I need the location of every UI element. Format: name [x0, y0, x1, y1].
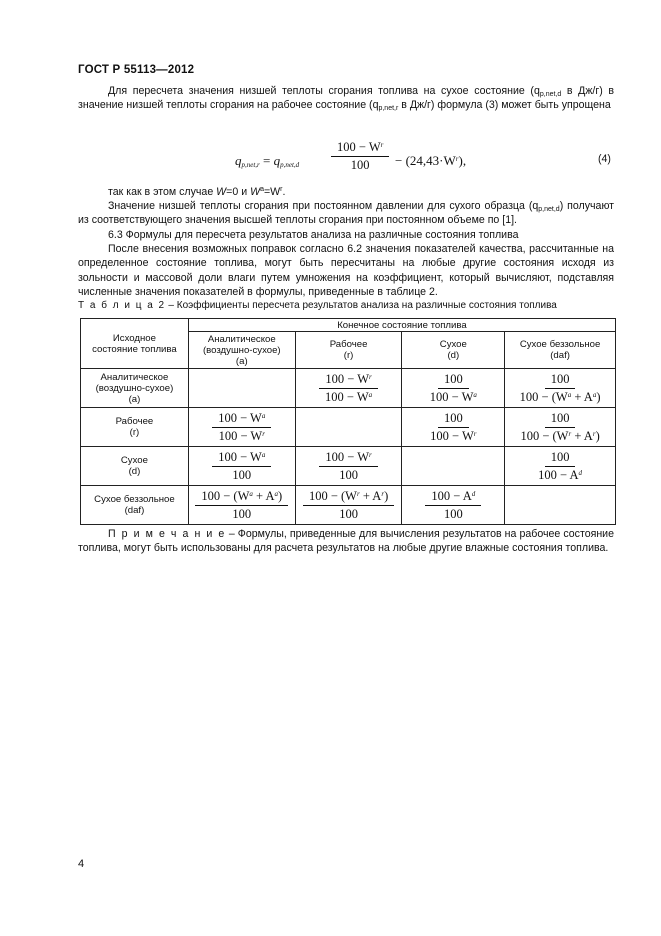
- table-cell-empty: [295, 408, 402, 447]
- table-cell: $\frac{100 - W^a}{100 - W^r}$: [188, 408, 295, 447]
- table-cell: $\frac{100 - A^d}{100}$: [402, 486, 505, 525]
- formula-4-fraction: $\frac{100 - W^r}{100}$: [331, 140, 389, 173]
- column-header-dry: Сухое (d): [402, 332, 505, 369]
- page-number: 4: [78, 858, 85, 870]
- table-row: [81, 369, 616, 408]
- table-cell: $\frac{100}{100 - W^a}$: [402, 369, 505, 408]
- table-cell-empty: [188, 369, 295, 408]
- table-cell: $\frac{100 - (W^a + A^a)}{100}$: [188, 486, 295, 525]
- table-note: П р и м е ч а н и е – Формулы, приведенные для вычисления результатов на рабочее состояние топлива, могут быть использованы для расчета результатов на любые другие влажные состояния топлива.: [78, 528, 614, 555]
- table-cell: $\frac{100 - W^a}{100}$: [188, 447, 295, 486]
- column-header-dry-ash-free: Сухое беззольное (daf): [505, 332, 616, 369]
- formula-4: $q_{p,net,r} = q_{p,net,d}$ $\frac{100 - W^r}{100}$ − $(24,43\cdot W^r)$,: [235, 140, 467, 172]
- table-cell-empty: [402, 447, 505, 486]
- table-cell: $\frac{100}{100 - (W^a + A^a)}$: [505, 369, 616, 408]
- table-cell: $\frac{100 - W^r}{100}$: [295, 447, 402, 486]
- row-label-working: Рабочее (r): [81, 408, 189, 447]
- table-corner-header: Исходное состояние топлива: [81, 319, 189, 369]
- table-group-header: Конечное состояние топлива: [188, 319, 615, 332]
- table-title: Т а б л и ц а 2 – Коэффициенты пересчета результатов анализа на различные состояния топлива: [78, 300, 557, 311]
- row-label-analytical: Аналитическое (воздушно-сухое) (a): [81, 369, 189, 408]
- section-heading-6-3: 6.3 Формулы для пересчета результатов анализа на различные состояния топлива: [108, 229, 519, 241]
- paragraph-dry-sample: Значение низшей теплоты сгорания при постоянном давлении для сухого образца $(q_{p,net,d})$ получают из соответствующего значения высшей теплоты сгорания при постоянном объеме по [1].: [78, 200, 615, 227]
- table-cell: $\frac{100}{100 - (W^r + A^r)}$: [505, 408, 616, 447]
- formula-number: (4): [598, 153, 611, 165]
- paragraph-conversion-intro: Для пересчета значения низшей теплоты сгорания топлива на сухое состояние ($q_{p,net,d}$ в Дж/г) в значение низшей теплоты сгорания на рабочее состояние ($q_{p,net,r}$ в Дж/г) формула (3) может быть упрощена: [78, 85, 614, 113]
- table-cell: $\frac{100}{100 - W^r}$: [402, 408, 505, 447]
- row-label-dry-ash-free: Сухое беззольное (daf): [81, 486, 189, 525]
- row-label-dry: Сухое (d): [81, 447, 189, 486]
- table-cell: $\frac{100 - (W^r + A^r)}{100}$: [295, 486, 402, 525]
- table-cell: $\frac{100 - W^r}{100 - W^a}$: [295, 369, 402, 408]
- table-row: [81, 486, 616, 525]
- table-row: [81, 447, 616, 486]
- table-cell-empty: [505, 486, 616, 525]
- column-header-working: Рабочее (r): [295, 332, 402, 369]
- document-header: ГОСТ Р 55113—2012: [78, 64, 195, 76]
- table-row: [81, 408, 616, 447]
- paragraph-recalculation: После внесения возможных поправок согласно 6.2 значения показателей качества, рассчитанные на определенное состояние топлива, могут быть пересчитаны на любые другие состояния исходя из зольности и массовой доли влаги путем умножения на коэффициент, который вычисляют, подставляя численные значения показателей в формулы, приведенные в таблице 2.: [78, 243, 614, 299]
- paragraph-condition: так как в этом случае W=0 и $W^a=W^r$.: [108, 186, 286, 198]
- column-header-analytical: Аналитическое (воздушно-сухое) (a): [188, 332, 295, 369]
- conversion-table: [80, 318, 616, 525]
- table-cell: $\frac{100}{100 - A^d}$: [505, 447, 616, 486]
